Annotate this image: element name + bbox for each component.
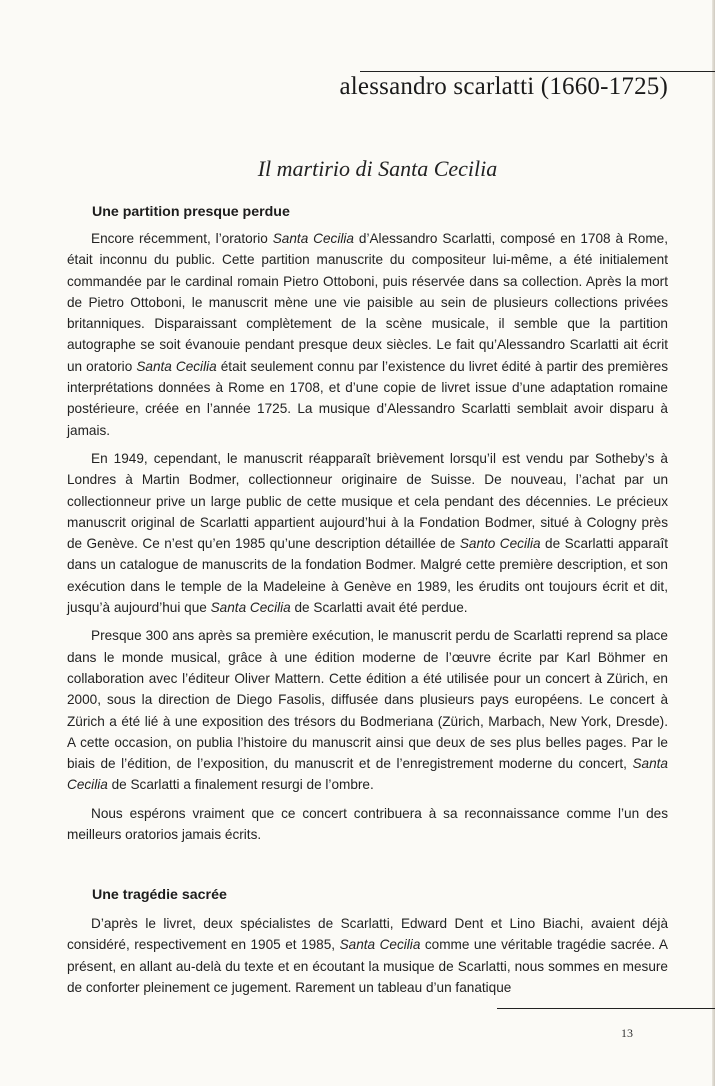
text-run: D’après le livret, deux spécialistes de Scarlatti, Edward Dent et Lino Biachi, avaient déjà considéré, respectivement en 1905 et 1985, xyxy=(67,916,668,953)
italic-work-title: Santo Cecilia xyxy=(459,536,541,552)
text-run: d’Alessandro Scarlatti, composé en 1708 à Rome, était inconnu du public. Cette partition manuscrite du compositeur lui-même, a été initialement commandée par le cardinal romain Pietro Ottoboni, puis réservée dans sa collection. Après la mort de Pietro Ottoboni, le manuscrit mène une vie paisible au sein de plusieurs collections privées britanniques. Disparaissant complètement de la scène musicale, il semble que la partition autographe se soit évanouie pendant presque deux siècles. Le fait qu’Alessandro Scarlatti ait écrit un oratorio xyxy=(67,231,668,374)
text-run: de Scarlatti avait été perdue. xyxy=(290,600,468,616)
italic-work-title: Santa Cecilia xyxy=(136,358,217,374)
italic-work-title: Santa Cecilia xyxy=(339,937,421,953)
text-run: Nous espérons vraiment que ce concert contribuera à sa reconnaissance comme l’un des meilleurs oratorios jamais écrits. xyxy=(67,805,668,843)
section-body-partition xyxy=(67,228,668,845)
paragraph xyxy=(67,913,668,998)
italic-work-title: Santa Cecilia xyxy=(210,600,291,616)
italic-work-title: Santa Cecilia xyxy=(67,756,668,793)
italic-work-title: Santa Cecilia xyxy=(272,231,354,246)
text-run: comme une véritable tragédie sacrée. A présent, en allant au-delà du texte et en écoutant la musique de Scarlatti, nous sommes en mesure de conforter pleinement ce jugement. Rarement un tableau d’un fanatique xyxy=(67,937,668,995)
section-heading-tragedie: Une tragédie sacrée xyxy=(92,887,227,903)
text-run: de Scarlatti apparaît dans un catalogue de manuscrits de la fondation Bodmer. Malgré cette première description, et son exécution dans le temple de la Madeleine à Genève en 1989, les érudits ont toujours écrit et dit, jusqu’à aujourd’hui que xyxy=(67,536,669,616)
text-run: Encore récemment, l’oratorio xyxy=(91,231,273,246)
running-header-composer: alessandro scarlatti (1660-1725) xyxy=(339,73,668,100)
section-heading-partition: Une partition presque perdue xyxy=(92,204,290,220)
section-body-tragedie xyxy=(67,913,668,998)
header-rule xyxy=(360,71,715,72)
footer-rule xyxy=(497,1008,715,1009)
text-run: était seulement connu par l’existence du livret édité à partir des premières interprétations données à Rome en 1708, et d’une copie de livret issue d’une adaptation romaine postérieure, créée en l’année 1725. La musique d’Alessandro Scarlatti semblait avoir disparu à jamais. xyxy=(67,358,668,438)
paragraph xyxy=(67,625,668,795)
work-title: Il martirio di Santa Cecilia xyxy=(257,156,498,181)
paragraph xyxy=(67,448,668,618)
paragraph xyxy=(67,228,668,441)
page-number: 13 xyxy=(621,1026,633,1040)
paragraph xyxy=(67,803,668,846)
text-run: de Scarlatti a finalement resurgi de l’ombre. xyxy=(107,777,374,793)
text-run: En 1949, cependant, le manuscrit réapparaît brièvement lorsqu’il est vendu par Sotheby’s à Londres à Martin Bodmer, collectionneur originaire de Suisse. De nouveau, l’achat par un collectionneur prive un large public de cette musique et cela pendant des décennies. Le précieux manuscrit original de Scarlatti appartient aujourd’hui à la Fondation Bodmer, situé à Cologny près de Genève. Ce n’est qu’en 1985 qu’une description détaillée de xyxy=(67,450,668,552)
text-run: Presque 300 ans après sa première exécution, le manuscrit perdu de Scarlatti reprend sa place dans le monde musical, grâce à une édition moderne de l’œuvre écrite par Karl Böhmer en collaboration avec l’éditeur Oliver Mattern. Cette édition a été utilisée pour un concert à Zürich, en 2000, sous la direction de Diego Fasolis, diffusée dans plusieurs pays européens. Le concert à Zürich a été lié à une exposition des trésors du Bodmeriana (Zürich, Marbach, New York, Dresde). A cette occasion, on publia l’histoire du manuscrit ainsi que deux de ses plus belles pages. Par le biais de l’édition, de l’exposition, du manuscrit et de l’enregistrement moderne du concert, xyxy=(67,628,668,772)
